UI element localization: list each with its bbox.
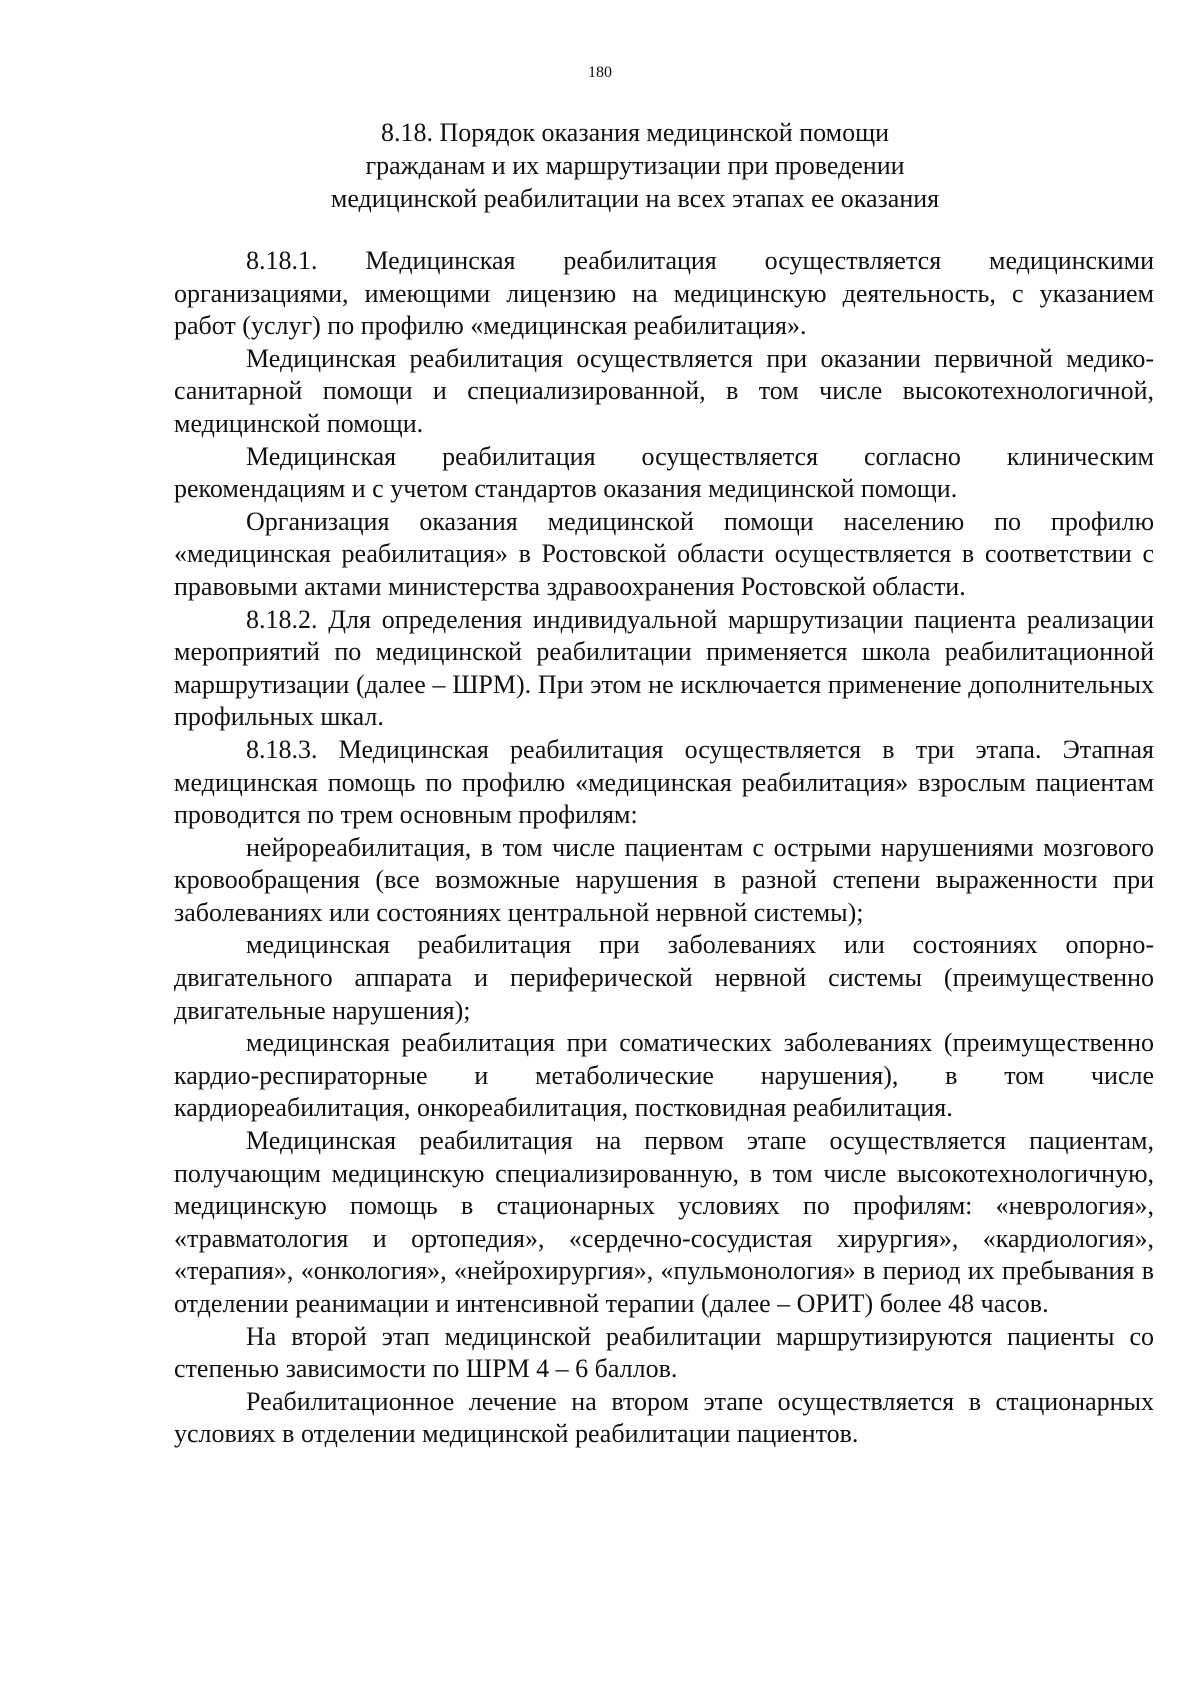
paragraph: На второй этап медицинской реабилитации маршрутизируются пациенты со степенью зависимости по ШРМ 4 – 6 баллов. (174, 1321, 1154, 1384)
paragraph: Медицинская реабилитация осуществляется согласно клиническим рекомендациям и с учетом стандартов оказания медицинской помощи. (174, 441, 1154, 504)
paragraph: медицинская реабилитация при соматических заболеваниях (преимущественно кардио-респираторные и метаболические нарушения), в том числе кардиореабилитация, онкореабилитация, постковидная реабилитация. (174, 1028, 1154, 1123)
paragraph: Реабилитационное лечение на втором этапе осуществляется в стационарных условиях в отделении медицинской реабилитации пациентов. (174, 1386, 1154, 1449)
paragraph: медицинская реабилитация при заболеваниях или состояниях опорно-двигательного аппарата и периферической нервной системы (преимущественно двигательные нарушения); (174, 930, 1154, 1025)
paragraph: 8.18.1. Медицинская реабилитация осуществляется медицинскими организациями, имеющими лицензию на медицинскую деятельность, с указанием работ (услуг) по профилю «медицинская реабилитация». (174, 246, 1154, 341)
paragraph: Организация оказания медицинской помощи населению по профилю «медицинская реабилитация» в Ростовской области осуществляется в соответствии с правовыми актами министерства здравоохранения Ростовской области. (174, 506, 1154, 601)
paragraph: 8.18.2. Для определения индивидуальной маршрутизации пациента реализации мероприятий по медицинской реабилитации применяется школа реабилитационной маршрутизации (далее – ШРМ). При этом не исключается применение дополнительных профильных шкал. (174, 604, 1154, 732)
paragraph: 8.18.3. Медицинская реабилитация осуществляется в три этапа. Этапная медицинская помощь по профилю «медицинская реабилитация» взрослым пациентам проводится по трем основным профилям: (174, 734, 1154, 830)
paragraph: нейрореабилитация, в том числе пациентам с острыми нарушениями мозгового кровообращения (все возможные нарушения в разной степени выраженности при заболеваниях или состояниях центральной нервной системы); (174, 832, 1154, 927)
document-body (174, 245, 1154, 1451)
section-title-line: 8.18. Порядок оказания медицинской помощи (380, 118, 890, 147)
paragraph: Медицинская реабилитация на первом этапе осуществляется пациентам, получающим медицинскую специализированную, в том числе высокотехнологичную, медицинскую помощь в стационарных условиях по профилям: «неврология», «травматология и ортопедия», «сердечно-сосудистая хирургия», «кардиология», «терапия», «онкология», «нейрохирургия», «пульмонология» в период их пребывания в отделении реанимации и интенсивной терапии (далее – ОРИТ) более 48 часов. (174, 1126, 1154, 1318)
section-title-line: медицинской реабилитации на всех этапах ее оказания (330, 184, 940, 213)
section-title (170, 116, 1100, 215)
section-title-line: гражданам и их маршрутизации при проведении (365, 151, 905, 180)
paragraph: Медицинская реабилитация осуществляется при оказании первичной медико-санитарной помощи и специализированной, в том числе высокотехнологичной, медицинской помощи. (174, 343, 1154, 438)
page-number: 180 (588, 64, 612, 81)
